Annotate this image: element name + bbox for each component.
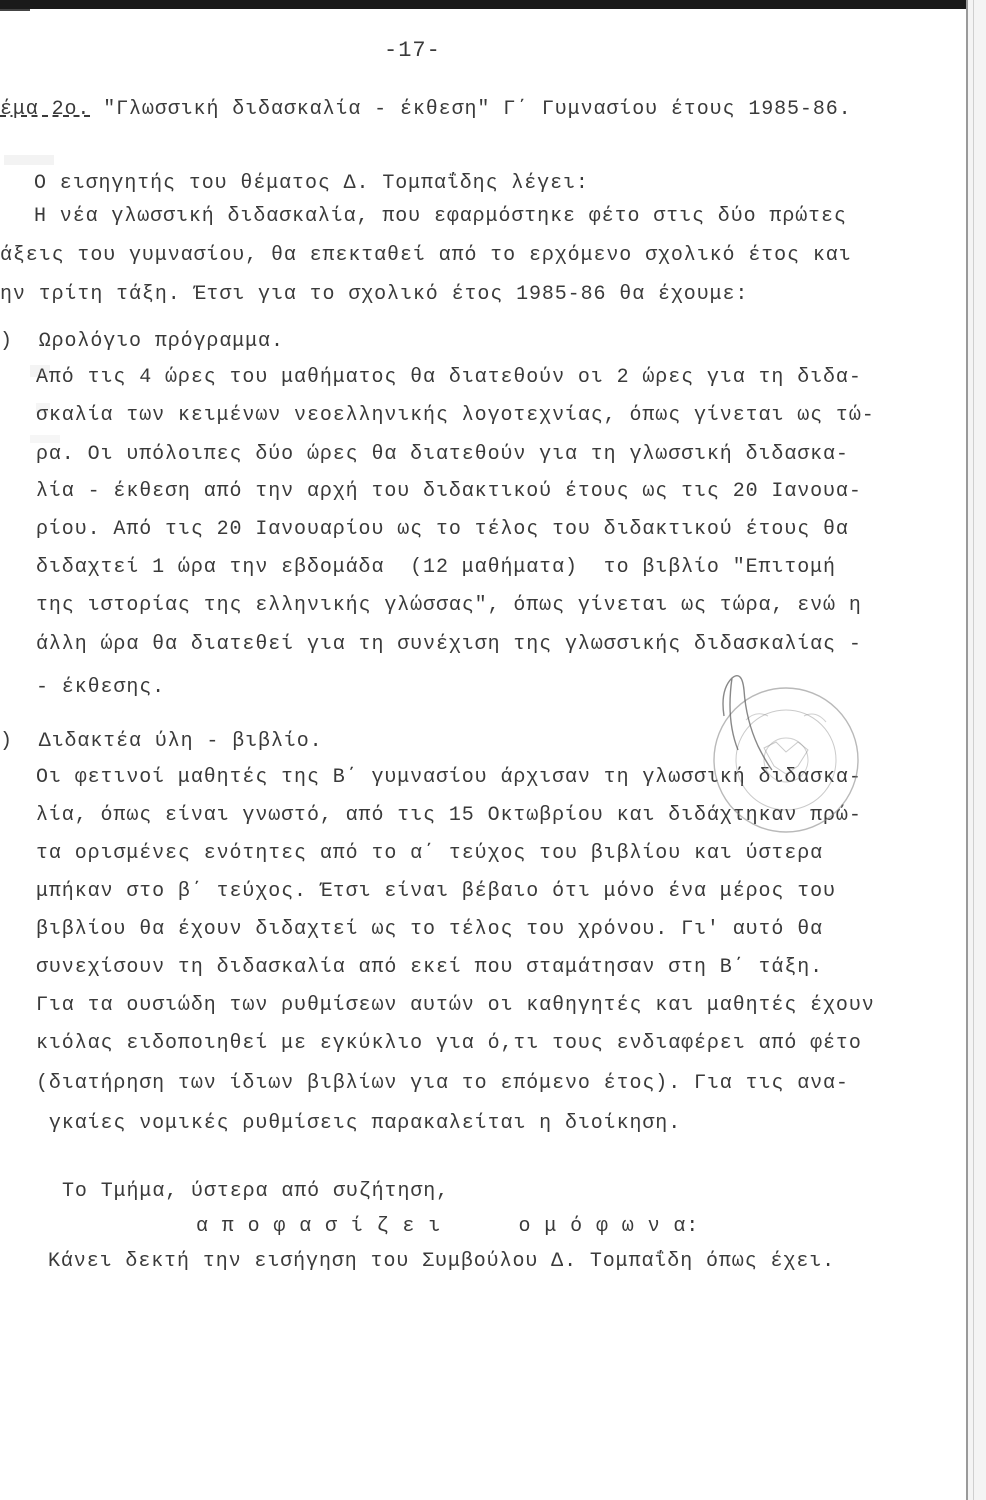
- section-b-line: συνεχίσουν τη διδασκαλία από εκεί που σταμάτησαν στη Β΄ τάξη.: [36, 956, 824, 979]
- section-a-line: λία - έκθεση από την αρχή του διδακτικού έτους ως τις 20 Ιανουα-: [36, 480, 862, 503]
- section-a-line: Από τις 4 ώρες του μαθήματος θα διατεθούν οι 2 ώρες για τη διδα-: [36, 366, 862, 389]
- scan-binding-line: [973, 0, 974, 1500]
- section-b-line: τα ορισμένες ενότητες από το α΄ τεύχος του βιβλίου και ύστερα: [36, 842, 824, 865]
- topic-label: έμα 2ο.: [0, 98, 91, 121]
- section-b-line: Οι φετινοί μαθητές της Β΄ γυμνασίου άρχισαν τη γλωσσική διδασκα-: [36, 766, 862, 789]
- page-number: -17-: [384, 38, 441, 63]
- topic-title: "Γλωσσική διδασκαλία - έκθεση" Γ΄ Γυμνασίου έτους 1985-86.: [90, 98, 852, 121]
- section-a-line: σκαλία των κειμένων νεοελληνικής λογοτεχνίας, όπως γίνεται ως τώ-: [36, 404, 875, 427]
- section-b-line: μπήκαν στο β΄ τεύχος. Έτσι είναι βέβαιο ότι μόνο ένα μέρος του: [36, 880, 836, 903]
- section-b-line: βιβλίου θα έχουν διδαχτεί ως το τέλος του χρόνου. Γι' αυτό θα: [36, 918, 824, 941]
- decision-verb: α π ο φ α σ ί ζ ε ι ο μ ό φ ω ν α:: [196, 1215, 700, 1238]
- section-a-line: της ιστορίας της ελληνικής γλώσσας", όπως γίνεται ως τώρα, ενώ η: [36, 594, 862, 617]
- section-b-line: γκαίες νομικές ρυθμίσεις παρακαλείται η διοίκηση.: [36, 1112, 682, 1135]
- section-a-line: διδαχτεί 1 ώρα την εβδομάδα (12 μαθήματα) το βιβλίο "Επιτομή: [36, 556, 836, 579]
- section-a-line: ρα. Οι υπόλοιπες δύο ώρες θα διατεθούν για τη γλωσσική διδασκα-: [36, 443, 849, 466]
- intro-line: Ο εισηγητής του θέματος Δ. Τομπαΐδης λέγει:: [34, 172, 589, 195]
- section-a-line: άλλη ώρα θα διατεθεί για τη συνέχιση της γλωσσικής διδασκαλίας -: [36, 633, 862, 656]
- section-b-title: ) Διδακτέα ύλη - βιβλίο.: [0, 730, 323, 753]
- scan-top-border: [0, 0, 986, 9]
- section-b-line: Για τα ουσιώδη των ρυθμίσεων αυτών οι καθηγητές και μαθητές έχουν: [36, 994, 875, 1017]
- section-a-title: ) Ωρολόγιο πρόγραμμα.: [0, 330, 284, 353]
- intro-line: άξεις του γυμνασίου, θα επεκταθεί από το ερχόμενο σχολικό έτος και: [0, 244, 852, 267]
- scan-binding-edge: [966, 0, 986, 1500]
- section-b-line: λία, όπως είναι γνωστό, από τις 15 Οκτωβρίου και διδάχτηκαν πρώ-: [36, 804, 862, 827]
- intro-line: ην τρίτη τάξη. Έτσι για το σχολικό έτος 1985-86 θα έχουμε:: [0, 283, 749, 306]
- decision-text: Κάνει δεκτή την εισήγηση του Συμβούλου Δ. Τομπαΐδη όπως έχει.: [48, 1250, 836, 1273]
- section-b-line: (διατήρηση των ίδιων βιβλίων για το επόμενο έτος). Για τις ανα-: [36, 1072, 849, 1095]
- section-a-line: - έκθεσης.: [36, 676, 166, 699]
- section-a-line: ρίου. Από τις 20 Ιανουαρίου ως το τέλος του διδακτικού έτους θα: [36, 518, 849, 541]
- decision-intro: Το Τμήμα, ύστερα από συζήτηση,: [62, 1180, 450, 1203]
- scan-corner-mark: [0, 9, 30, 11]
- intro-line: Η νέα γλωσσική διδασκαλία, που εφαρμόστηκε φέτο στις δύο πρώτες: [34, 205, 847, 228]
- official-stamp: [686, 650, 876, 840]
- section-b-line: κιόλας ειδοποιηθεί με εγκύκλιο για ό,τι τους ενδιαφέρει από φέτο: [36, 1032, 862, 1055]
- topic-heading: [0, 98, 852, 122]
